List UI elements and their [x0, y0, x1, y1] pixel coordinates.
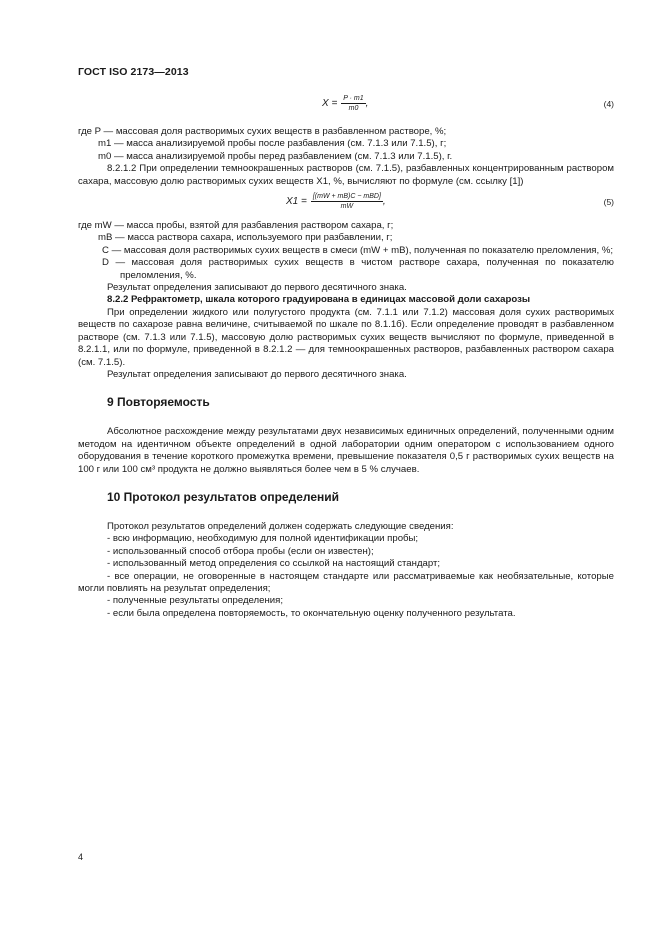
page-number: 4 [78, 852, 84, 862]
formula-4-trail: , [365, 97, 369, 109]
def-m0: m0 — масса анализируемой пробы перед разбавлением (см. 7.1.3 или 7.1.5), г. [98, 150, 453, 162]
def-m1: m1 — масса анализируемой пробы после разбавления (см. 7.1.3 или 7.1.5), г; [98, 138, 447, 150]
formula-5-numerator: [(mW + mB)C − mBD] [312, 193, 381, 201]
section-10-title: 10 Протокол результатов определений [107, 489, 340, 504]
list-item: - использованный способ отбора пробы (если он известен); [107, 545, 374, 557]
formula-4-lhs: X = [322, 97, 338, 109]
document-body [78, 90, 614, 620]
standard-header: ГОСТ ISO 2173—2013 [78, 66, 189, 78]
section-9-title: 9 Повторяемость [107, 395, 210, 410]
formula-5-row [78, 188, 614, 220]
list-item: - если была определена повторяемость, то окончательную оценку полученного результата. [107, 607, 516, 619]
def-mb: mB — масса раствора сахара, используемого при разбавлении, г; [98, 232, 393, 244]
formula-4-row [78, 90, 614, 120]
def-mw: где mW — масса пробы, взятой для разбавления раствором сахара, г; [78, 220, 394, 232]
paragraph-8-2-1-2: 8.2.1.2 При определении темноокрашенных растворов (см. 7.1.5), разбавленных концентрированным раствором сахара, массовую долю растворимых сухих веществ X1, %, вычисляют по формуле (см. ссылку [1]) [78, 163, 614, 187]
list-item: - всю информацию, необходимую для полной идентификации пробы; [107, 533, 419, 545]
formula-5 [286, 192, 386, 212]
formula-5-trail: , [382, 195, 386, 207]
formula-4-number: (4) [603, 99, 614, 109]
formula-5-fraction [311, 192, 383, 212]
formula-5-number: (5) [603, 197, 614, 208]
section-8-2-2-title: 8.2.2 Рефрактометр, шкала которого градуирована в единицах массовой доли сахарозы [107, 294, 531, 306]
result-note-1: Результат определения записывают до первого десятичного знака. [107, 282, 407, 294]
list-item: - использованный метод определения со ссылкой на настоящий стандарт; [107, 558, 441, 570]
formula-4-denominator: m0 [348, 105, 359, 112]
formula-5-denominator: mW [340, 203, 354, 211]
list-item: - полученные результаты определения; [107, 595, 284, 607]
section-10-intro: Протокол результатов определений должен содержать следующие сведения: [107, 520, 454, 532]
def-c: C — массовая доля растворимых сухих веществ в смеси (mW + mB), полученная по показателю преломления, %; [102, 244, 614, 256]
formula-4-fraction [341, 94, 365, 114]
section-8-2-2-text: При определении жидкого или полугустого продукта (см. 7.1.1 или 7.1.2) массовая доля сухих растворимых веществ по сахарозе равна величине, считываемой по шкале по 8.1.1б). Если определение проводят в разбавленном растворе (см. 7.1.3 или 7.1.5), массовую долю растворимых сухих веществ вычисляют по формуле, приведенной в 8.2.1.1, или по формуле, приведенной в 8.2.1.2 — для темноокрашенных растворов, разбавленных раствором сахара (см. 7.1.5). [78, 306, 614, 368]
def-d: D — массовая доля растворимых сухих веществ в чистом растворе сахара, полученная по показателю преломления, %. [102, 257, 614, 281]
result-note-2: Результат определения записывают до первого десятичного знака. [107, 368, 407, 380]
formula-5-lhs: X1 = [286, 195, 307, 207]
formula-4 [322, 94, 368, 114]
section-9-text: Абсолютное расхождение между результатами двух независимых единичных определений, полученными одним методом на идентичном объекте определений в одной лаборатории одним оператором с использованием одного оборудования в течение короткого промежутка времени, превышение показателя 0,5 г растворимых сухих веществ на 100 г или 100 см³ продукта не должно выявляться более чем в 5 % случаев. [78, 426, 614, 475]
formula-4-numerator: P · m1 [343, 95, 364, 102]
def-p: где P — массовая доля растворимых сухих веществ в разбавленном растворе, %; [78, 126, 447, 137]
list-item: - все операции, не оговоренные в настоящем стандарте или рассматриваемые как необязательные, которые могли повлиять на результат определения; [78, 570, 614, 594]
